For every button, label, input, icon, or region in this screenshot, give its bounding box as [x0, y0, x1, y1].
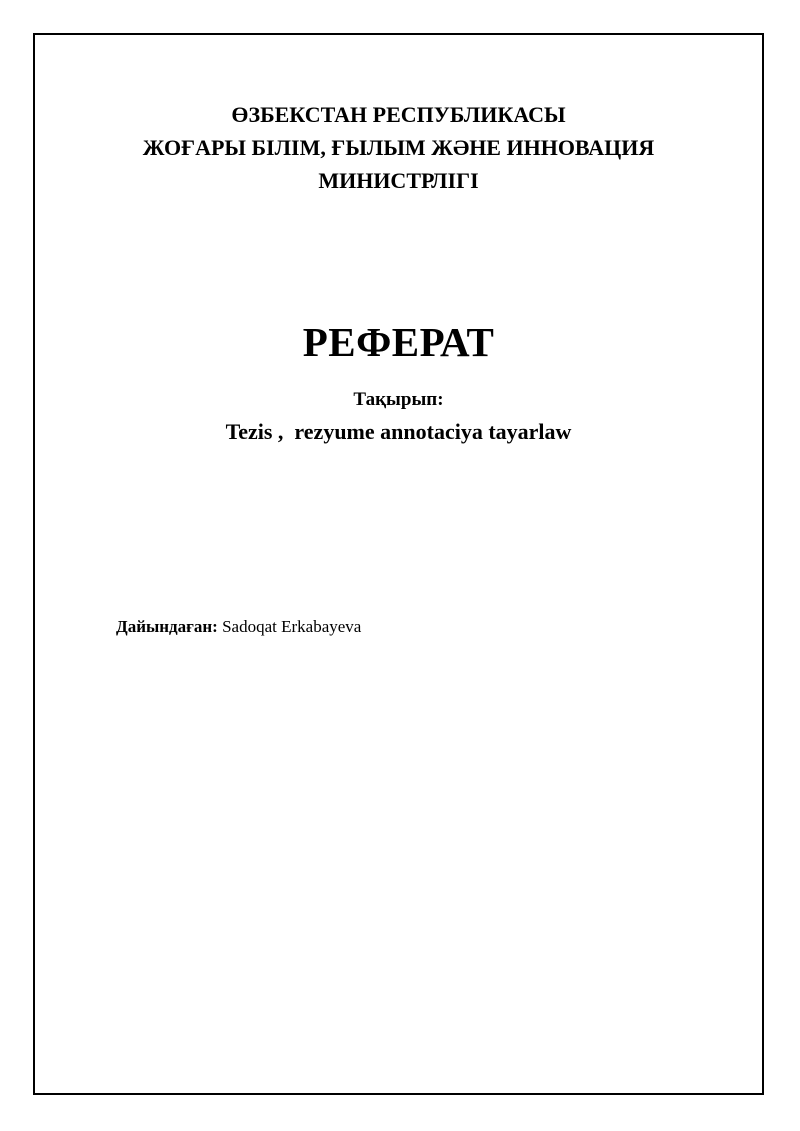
header-line-ministry: ЖОҒАРЫ БІЛІМ, ҒЫЛЫМ ЖӘНЕ ИННОВАЦИЯ	[142, 135, 655, 160]
topic-label: Тақырып:	[353, 389, 444, 410]
topic-value: Tezis , rezyume annotaciya tayarlaw	[225, 419, 572, 444]
prepared-by	[116, 615, 361, 639]
prepared-by-label: Дайындаған:	[116, 617, 218, 636]
prepared-by-name: Sadoqat Erkabayeva	[217, 617, 362, 636]
ministry-header	[35, 98, 762, 197]
header-line-ministry-end: МИНИСТРЛІГІ	[318, 168, 479, 193]
document-title: РЕФЕРАТ	[302, 319, 495, 365]
page-border	[33, 33, 764, 1095]
header-line-country: ӨЗБЕКСТАН РЕСПУБЛИКАСЫ	[231, 102, 566, 127]
